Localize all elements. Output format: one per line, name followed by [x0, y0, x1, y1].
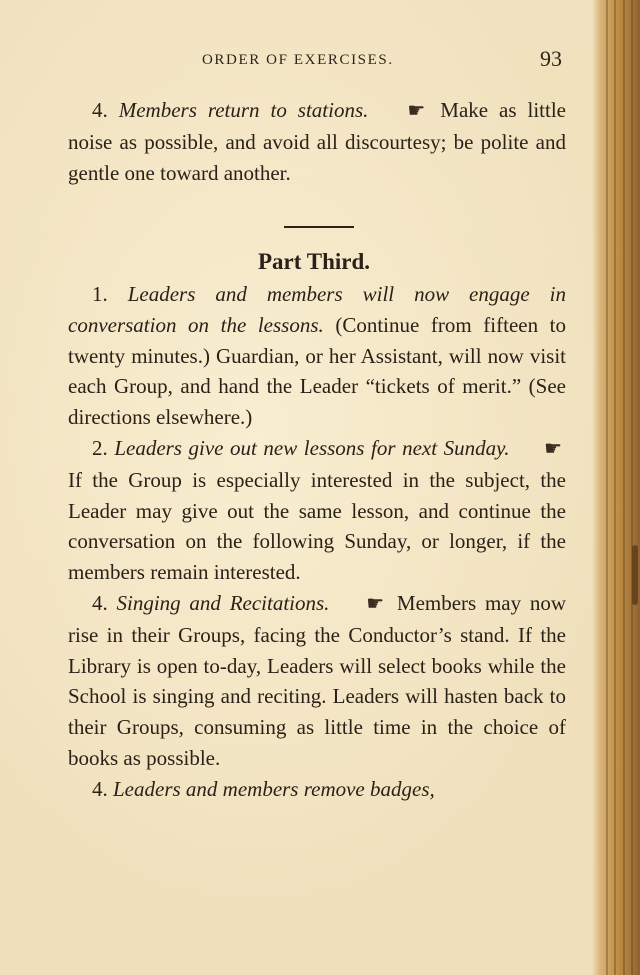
section-divider	[284, 226, 354, 228]
manicule-icon: ☛	[544, 437, 563, 460]
gutter-line	[606, 0, 608, 975]
paragraph-number: 1.	[92, 282, 108, 306]
running-title: ORDER OF EXERCISES.	[202, 52, 394, 68]
heading-text: Part Third.	[257, 249, 371, 274]
paragraph-singing	[68, 588, 566, 774]
paragraph-new-lessons	[68, 433, 566, 588]
running-header	[0, 46, 640, 74]
manicule-icon: ☛	[366, 592, 385, 615]
paragraph-title: Leaders give out new lessons for next Sunday.	[114, 435, 510, 460]
paragraph-number: 2.	[92, 435, 108, 460]
paragraph-body: Make as little noise as possible, and avoid all discourtesy; be polite and gentle one toward another.	[68, 98, 567, 185]
paragraph-members-return	[68, 95, 566, 188]
page-gutter	[592, 0, 640, 975]
gutter-line	[614, 0, 616, 975]
paragraph-body: (Continue from fifteen to twenty minutes.) Guardian, or her Assistant, will now visit each Group, and hand the Leader “tickets of merit.” (See directions elsewhere.)	[68, 312, 566, 430]
page-stain	[632, 545, 638, 605]
paragraph-title: Leaders and members will now engage in conversation on the lessons.	[68, 282, 566, 337]
paragraph-body: Members may now rise in their Groups, facing the Conductor’s stand. If the Library is open to-day, Leaders will select books while the School is singing and reciting. Leaders will hasten back to their Groups, consuming as little time in the choice of books as possible.	[68, 590, 567, 770]
paragraph-number: 4.	[92, 98, 108, 122]
section-heading	[0, 249, 640, 275]
gutter-line	[631, 0, 633, 975]
paragraph-number: 4.	[92, 776, 108, 801]
paragraph-title: Singing and Recitations.	[116, 590, 330, 615]
paragraph-number: 4.	[92, 590, 108, 615]
paragraph-title: Leaders and members remove badges,	[113, 776, 435, 801]
paragraph-title: Members return to stations.	[118, 98, 369, 122]
paragraph-conversation	[68, 279, 566, 433]
manicule-icon: ☛	[407, 100, 426, 122]
gutter-line	[623, 0, 625, 975]
page-number: 93	[540, 46, 562, 71]
section-part-three	[68, 279, 566, 805]
paragraph-body: If the Group is especially interested in the subject, the Leader may give out the same lesson, and continue the conversation on the following Sunday, or longer, if the members remain interested.	[68, 467, 566, 585]
paragraph-remove-badges	[68, 774, 566, 805]
section-part-two-end	[68, 95, 566, 188]
